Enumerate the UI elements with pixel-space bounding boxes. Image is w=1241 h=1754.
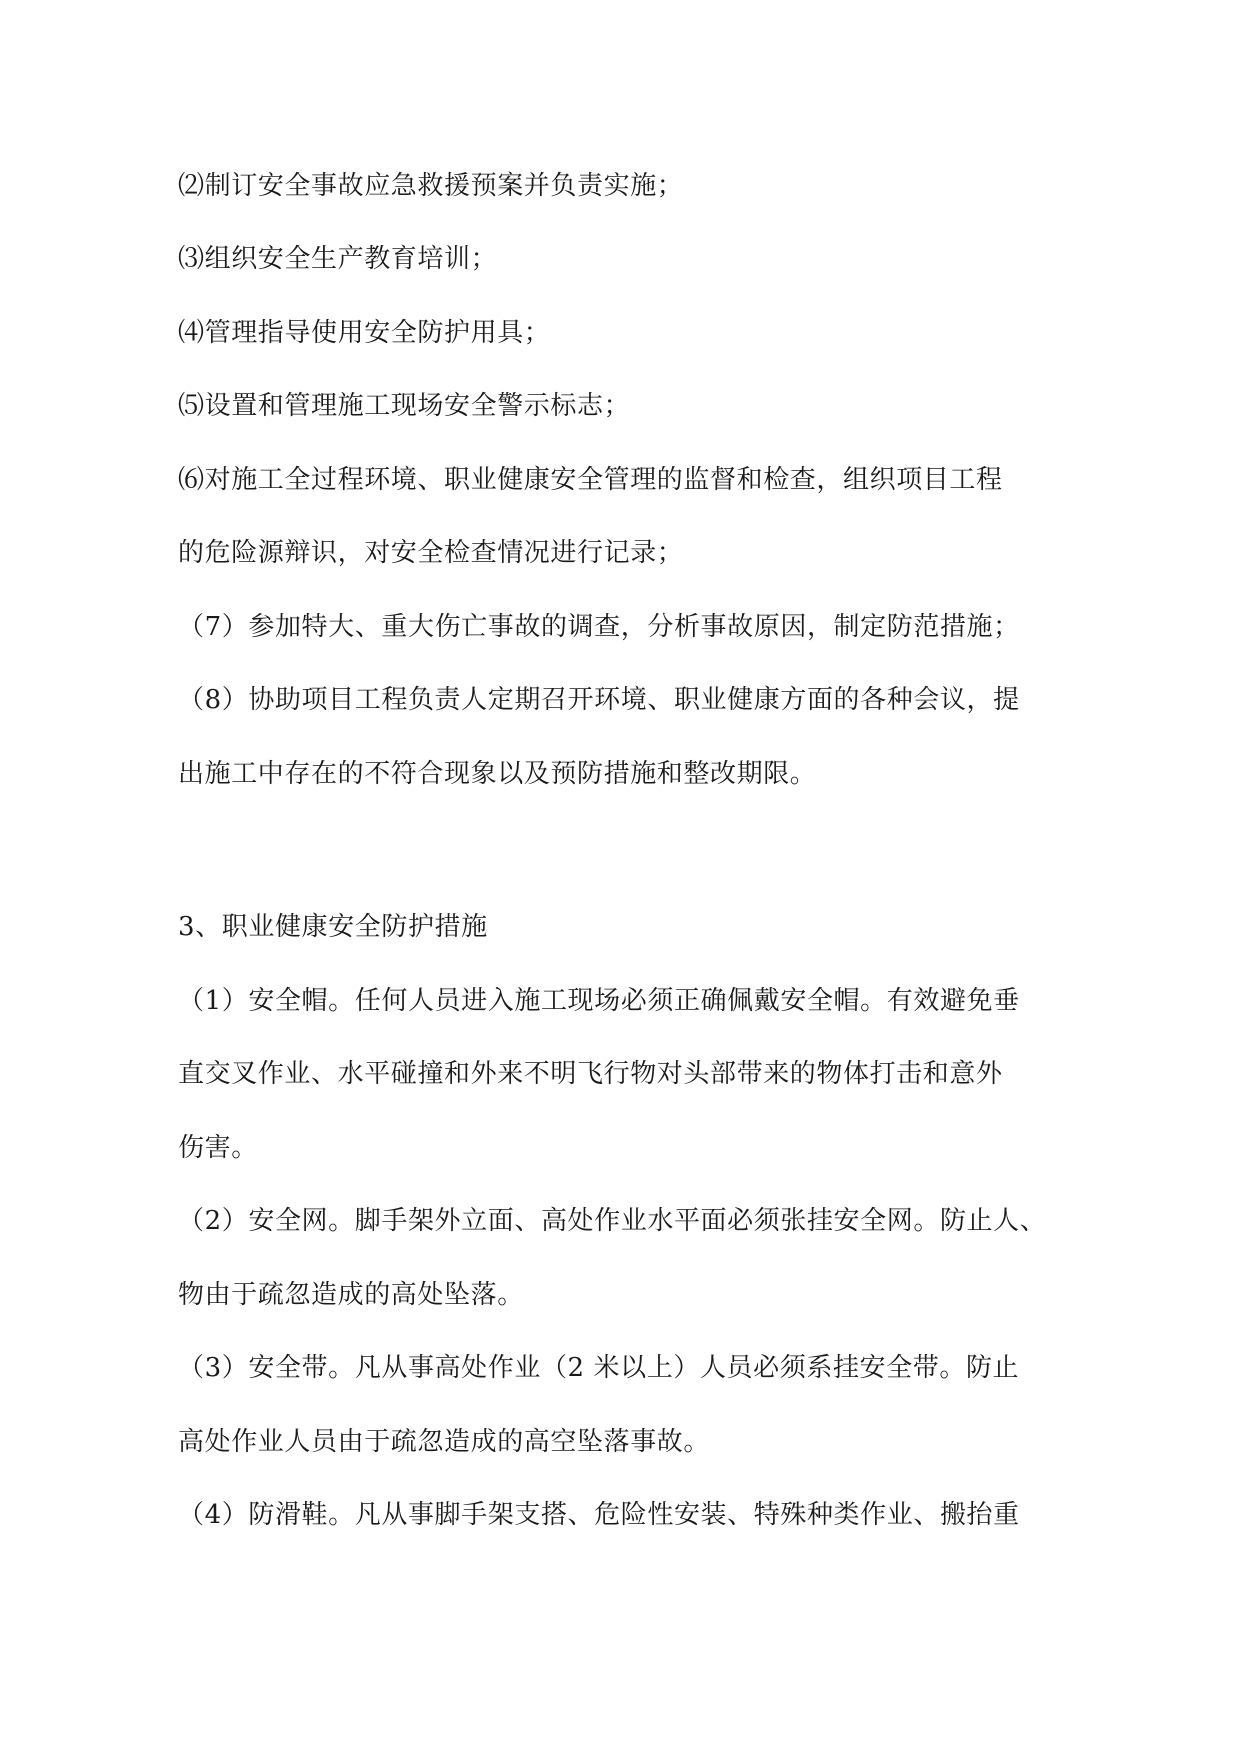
text-line: （7）参加特大、重大伤亡事故的调查，分析事故原因，制定防范措施； (178, 612, 1020, 642)
text-line: ⑶组织安全生产教育培训； (178, 244, 498, 274)
text-line: 直交叉作业、水平碰撞和外来不明飞行物对头部带来的物体打击和意外 (178, 1059, 1003, 1089)
text-line: 高处作业人员由于疏忽造成的高空坠落事故。 (178, 1427, 711, 1457)
text-line: ⑸设置和管理施工现场安全警示标志； (178, 391, 631, 421)
text-line: ⑷管理指导使用安全防护用具； (178, 318, 551, 348)
text-line: （2）安全网。脚手架外立面、高处作业水平面必须张挂安全网。防止人、 (178, 1206, 1047, 1236)
text-line: ⑹对施工全过程环境、职业健康安全管理的监督和检查，组织项目工程 (178, 465, 1003, 495)
text-line: 的危险源辩识，对安全检查情况进行记录； (178, 538, 684, 568)
section-heading: 3、职业健康安全防护措施 (178, 912, 488, 942)
text-line: 出施工中存在的不符合现象以及预防措施和整改期限。 (178, 759, 817, 789)
text-line: （1）安全帽。任何人员进入施工现场必须正确佩戴安全帽。有效避免垂 (178, 986, 1020, 1016)
text-line: 伤害。 (178, 1133, 258, 1163)
text-line: （3）安全带。凡从事高处作业（2 米以上）人员必须系挂安全带。防止 (178, 1353, 1020, 1383)
text-line: 物由于疏忽造成的高处坠落。 (178, 1280, 524, 1310)
text-line: ⑵制订安全事故应急救援预案并负责实施； (178, 171, 684, 201)
text-line: （4）防滑鞋。凡从事脚手架支搭、危险性安装、特殊种类作业、搬抬重 (178, 1500, 1020, 1530)
text-line: （8）协助项目工程负责人定期召开环境、职业健康方面的各种会议，提 (178, 685, 1020, 715)
